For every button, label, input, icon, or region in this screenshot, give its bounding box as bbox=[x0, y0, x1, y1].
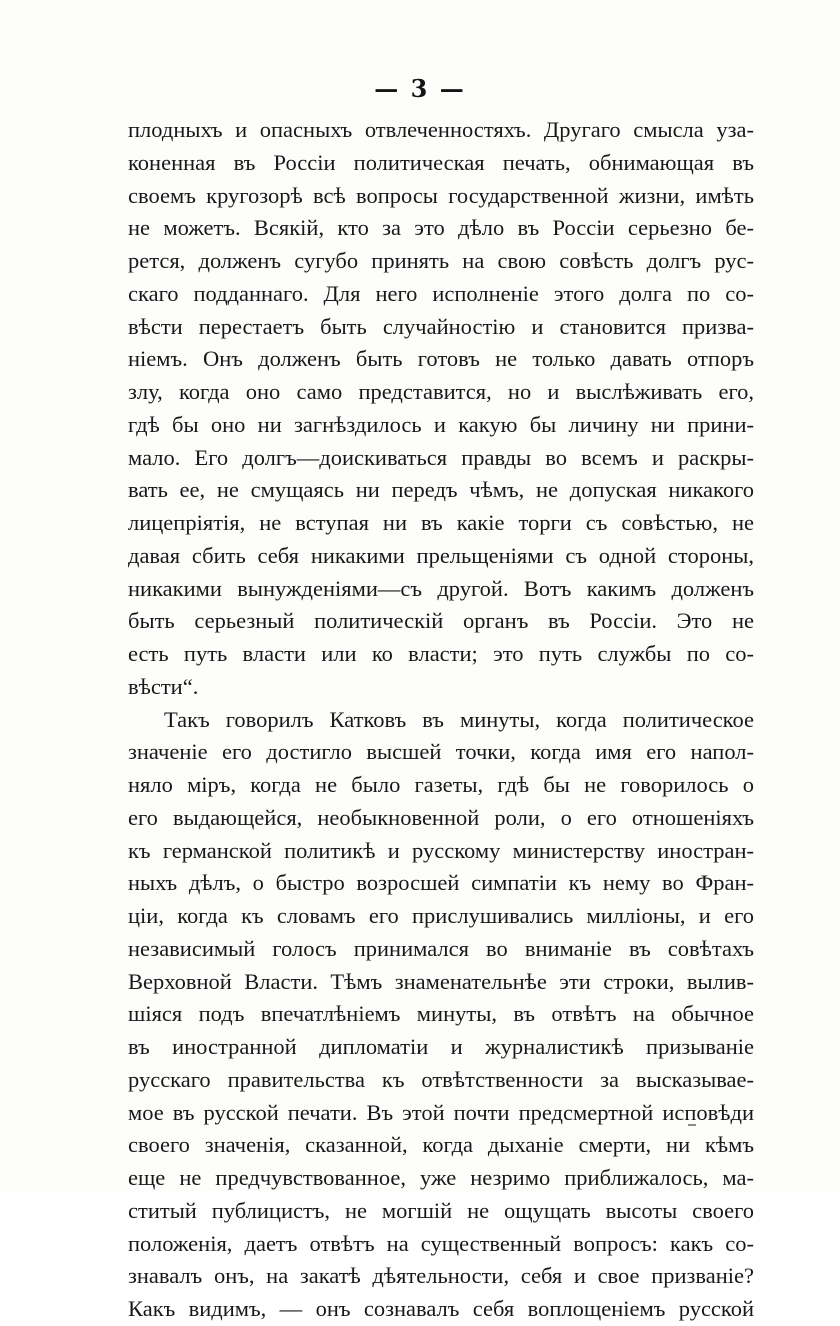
text-line: шіяся подъ впечатлѣніемъ минуты, въ отвѣтъ на обычное bbox=[128, 1001, 754, 1027]
text-line: давая сбить себя никакими прельщеніями съ одной стороны, bbox=[128, 542, 754, 568]
text-line: быть серьезный политическій органъ въ Россіи. Это не bbox=[128, 608, 754, 634]
text-line: русскаго правительства къ отвѣтственности за высказывае- bbox=[128, 1066, 754, 1092]
text-line: своемъ кругозорѣ всѣ вопросы государственной жизни, имѣть bbox=[128, 182, 754, 208]
text-line: плодныхъ и опасныхъ отвлеченностяхъ. Другаго смысла уза- bbox=[128, 117, 754, 142]
text-line: мое въ русской печати. Въ этой почти предсмертной исповѣди bbox=[128, 1099, 754, 1125]
paragraph-quote-ending bbox=[128, 114, 754, 704]
text-line: Верховной Власти. Тѣмъ знаменательнѣе эти строки, вылив- bbox=[128, 968, 754, 994]
text-line: ныхъ дѣлъ, о быстро возросшей симпатіи къ нему во Фран- bbox=[128, 870, 754, 896]
text-line: не можетъ. Всякій, кто за это дѣло въ Россіи серьезно бе- bbox=[128, 215, 754, 241]
text-line: его выдающейся, необыкновенной роли, о его отношеніяхъ bbox=[128, 804, 754, 830]
text-line: никакими вынужденіями—съ другой. Вотъ какимъ долженъ bbox=[128, 575, 754, 601]
margin-mark bbox=[688, 1124, 696, 1126]
text-line: въ иностранной дипломатіи и журналистикѣ призываніе bbox=[128, 1034, 754, 1059]
body-text bbox=[128, 114, 754, 1326]
text-line: значеніе его достигло высшей точки, когда имя его напол- bbox=[128, 739, 754, 765]
text-line: няло міръ, когда не было газеты, гдѣ бы не говорилось о bbox=[128, 772, 754, 797]
text-line: Такъ говорилъ Катковъ въ минуты, когда политическое bbox=[164, 706, 754, 732]
text-line: Какъ видимъ, — онъ сознавалъ себя воплощеніемъ русской bbox=[128, 1296, 754, 1321]
text-line: гдѣ бы оно ни загнѣздилось и какую бы личину ни прини- bbox=[128, 411, 754, 437]
text-line: знавалъ онъ, на закатѣ дѣятельности, себя и свое призваніе? bbox=[128, 1263, 754, 1289]
text-line: ціи, когда къ словамъ его прислушивались милліоны, и его bbox=[128, 903, 754, 928]
page-number: — 3 — bbox=[374, 74, 466, 103]
text-line: злу, когда оно само представится, но и выслѣживать его, bbox=[128, 379, 754, 404]
paragraph-katkov bbox=[128, 704, 754, 1326]
text-line: есть путь власти или ко власти; это путь службы по со- bbox=[128, 641, 754, 666]
text-line: лицепріятія, не вступая ни въ какіе торги съ совѣстью, не bbox=[128, 510, 754, 535]
text-line: вать ее, не смущаясь ни передъ чѣмъ, не допуская никакого bbox=[128, 477, 754, 503]
text-line: къ германской политикѣ и русскому министерству иностран- bbox=[128, 837, 754, 863]
text-line: вѣсти“. bbox=[128, 673, 199, 699]
text-line: своего значенія, сказанной, когда дыханіе смерти, ни кѣмъ bbox=[128, 1132, 754, 1158]
text-line: скаго подданнаго. Для него исполненіе этого долга по со- bbox=[128, 280, 754, 306]
text-line: ститый публицистъ, не могшій не ощущать высоты своего bbox=[128, 1197, 754, 1223]
text-line: коненная въ Россіи политическая печать, обнимающая въ bbox=[128, 149, 754, 175]
text-line: положенія, даетъ отвѣтъ на существенный вопросъ: какъ со- bbox=[128, 1230, 754, 1256]
text-line: рется, долженъ сугубо принять на свою совѣсть долгъ рус- bbox=[128, 248, 754, 273]
text-line: ніемъ. Онъ долженъ быть готовъ не только давать отпоръ bbox=[128, 346, 754, 372]
text-line: вѣсти перестаетъ быть случайностію и становится призва- bbox=[128, 313, 754, 339]
text-line: независимый голосъ принимался во вниманіе въ совѣтахъ bbox=[128, 935, 754, 961]
text-line: мало. Его долгъ—доискиваться правды во всемъ и раскры- bbox=[128, 444, 754, 470]
text-line: еще не предчувствованное, уже незримо приближалось, ма- bbox=[128, 1165, 754, 1190]
